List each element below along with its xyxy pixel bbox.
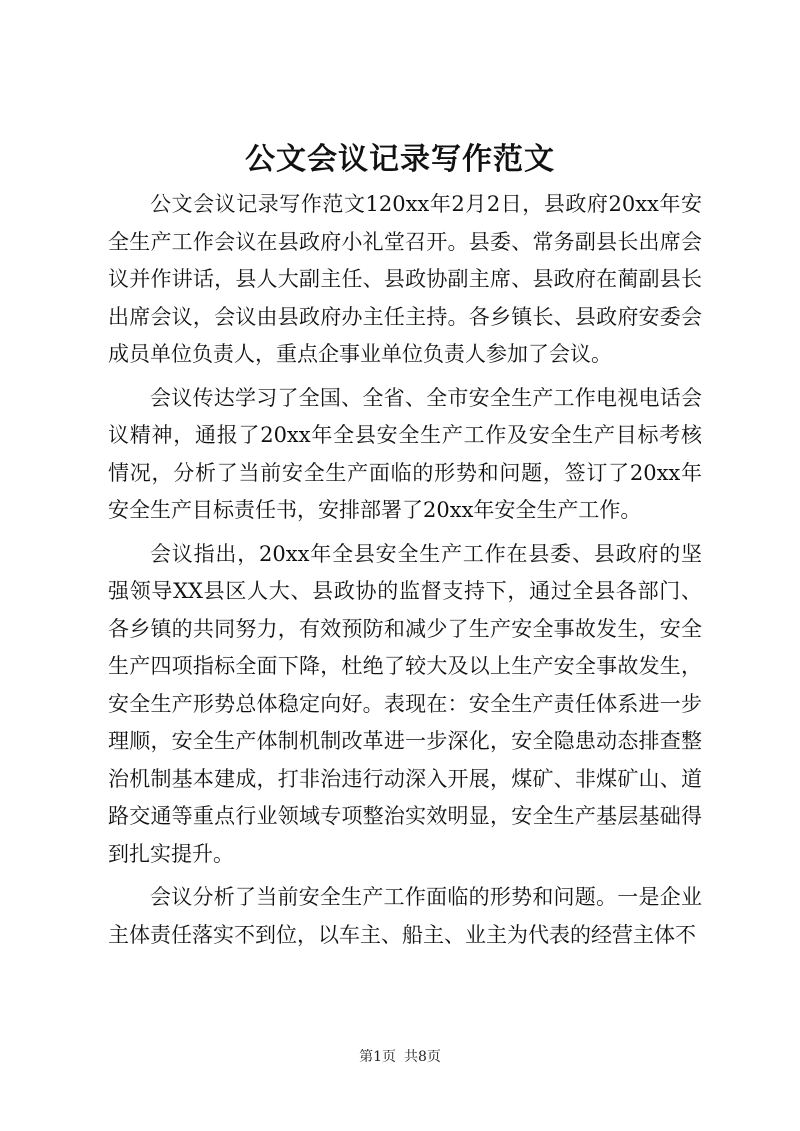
document-body	[108, 186, 702, 960]
page-footer	[0, 1047, 800, 1067]
page-number: 第1页	[359, 1049, 396, 1065]
paragraph: 会议分析了当前安全生产工作面临的形势和问题。一是企业主体责任落实不到位，以车主、船主、业主为代表的经营主体不	[108, 885, 702, 947]
paragraph: 公文会议记录写作范文120xx年2月2日，县政府20xx年安全生产工作会议在县政府小礼堂召开。县委、常务副县长出席会议并作讲话，县人大副主任、县政协副主席、县政府在蔺副县长出席会议，会议由县政府办主任主持。各乡镇长、县政府安委会成员单位负责人，重点企事业单位负责人参加了会议。	[108, 192, 702, 366]
page-total: 共8页	[404, 1049, 441, 1065]
paragraph: 会议传达学习了全国、全省、全市安全生产工作电视电话会议精神，通报了20xx年全县安全生产工作及安全生产目标考核情况，分析了当前安全生产面临的形势和问题，签订了20xx年安全生产目标责任书，安排部署了20xx年安全生产工作。	[108, 385, 702, 522]
document-title: 公文会议记录写作范文	[245, 142, 555, 177]
paragraph: 会议指出，20xx年全县安全生产工作在县委、县政府的坚强领导XX县区人大、县政协的监督支持下，通过全县各部门、各乡镇的共同努力，有效预防和减少了生产安全事故发生，安全生产四项指标全面下降，杜绝了较大及以上生产安全事故发生，安全生产形势总体稳定向好。表现在：安全生产责任体系进一步理顺，安全生产体制机制改革进一步深化，安全隐患动态排查整治机制基本建成，打非治违行动深入开展，煤矿、非煤矿山、道路交通等重点行业领域专项整治实效明显，安全生产基层基础得到扎实提升。	[108, 541, 702, 866]
